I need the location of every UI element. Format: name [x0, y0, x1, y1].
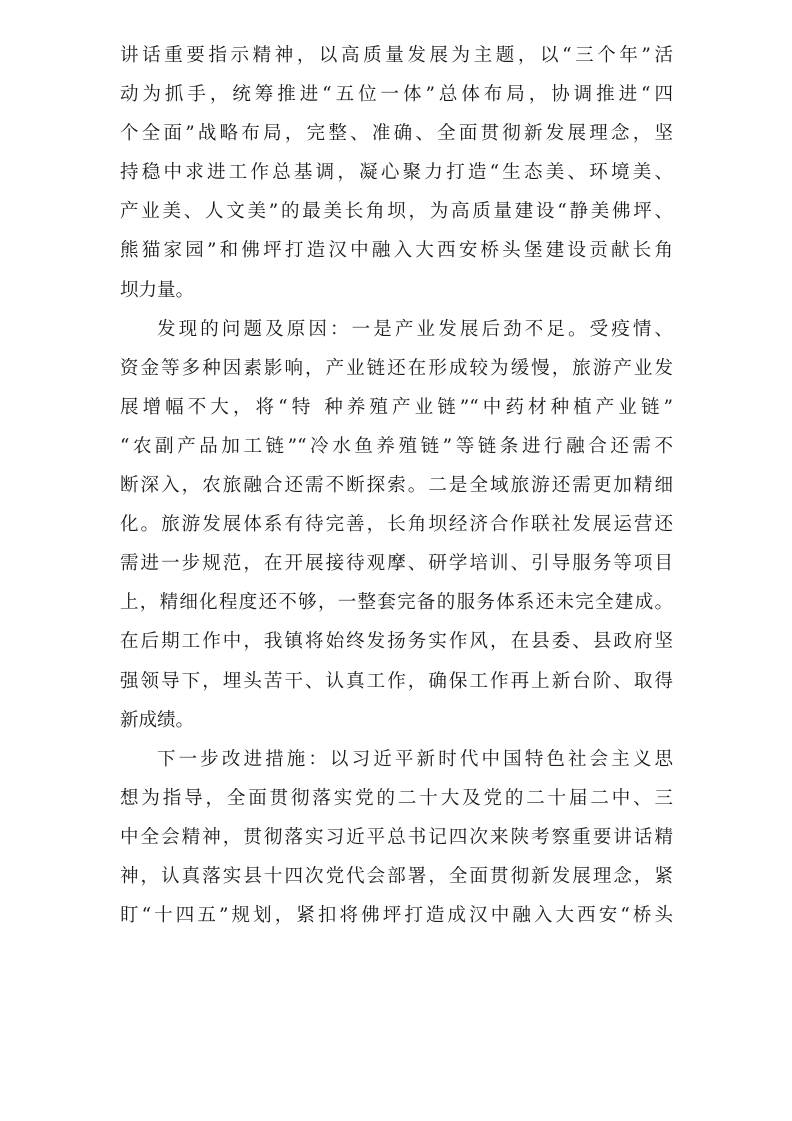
text-line: 新成绩。 [120, 709, 195, 731]
text-line: 发现的问题及原因：一是产业发展后劲不足。受疫情、 [157, 318, 673, 340]
text-line: “农副产品加工链”“冷水鱼养殖链”等链条进行融合还需不 [120, 435, 673, 457]
text-line: 展增幅不大，将“特 种养殖产业链”“中药材种植产业链” [120, 396, 673, 418]
text-line: 动为抓手，统筹推进“五位一体”总体布局，协调推进“四 [120, 84, 673, 106]
text-line: 化。旅游发展体系有待完善，长角坝经济合作联社发展运营还 [120, 514, 673, 536]
document-body [120, 36, 673, 935]
text-line: 想为指导，全面贯彻落实党的二十大及党的二十届二中、三 [120, 787, 673, 809]
text-line: 断深入，农旅融合还需不断探索。二是全域旅游还需更加精细 [120, 475, 673, 497]
text-line: 需进一步规范，在开展接待观摩、研学培训、引导服务等项目 [120, 553, 673, 575]
text-line: 产业美、人文美”的最美长角坝，为高质量建设“静美佛坪、 [120, 201, 673, 223]
paragraph [120, 740, 673, 935]
text-line: 坝力量。 [120, 279, 195, 301]
text-line: 在后期工作中，我镇将始终发扬务实作风，在县委、县政府坚 [120, 631, 673, 653]
text-line: 持稳中求进工作总基调，凝心聚力打造“生态美、环境美、 [120, 162, 673, 184]
text-line: 上，精细化程度还不够，一整套完备的服务体系还未完全建成。 [120, 592, 673, 614]
text-line: 下一步改进措施：以习近平新时代中国特色社会主义思 [157, 748, 673, 770]
text-line: 神，认真落实县十四次党代会部署，全面贯彻新发展理念，紧 [120, 865, 673, 887]
text-line: 强领导下，埋头苦干、认真工作，确保工作再上新台阶、取得 [120, 670, 673, 692]
paragraph [120, 36, 673, 310]
paragraph [120, 310, 673, 740]
text-line: 资金等多种因素影响，产业链还在形成较为缓慢，旅游产业发 [120, 357, 673, 379]
text-line: 讲话重要指示精神，以高质量发展为主题，以“三个年”活 [120, 45, 673, 66]
text-line: 中全会精神，贯彻落实习近平总书记四次来陕考察重要讲话精 [120, 826, 673, 848]
text-line: 盯“十四五”规划，紧扣将佛坪打造成汉中融入大西安“桥头 [120, 905, 673, 927]
text-line: 个全面”战略布局，完整、准确、全面贯彻新发展理念，坚 [120, 123, 673, 145]
text-line: 熊猫家园”和佛坪打造汉中融入大西安桥头堡建设贡献长角 [120, 240, 673, 262]
